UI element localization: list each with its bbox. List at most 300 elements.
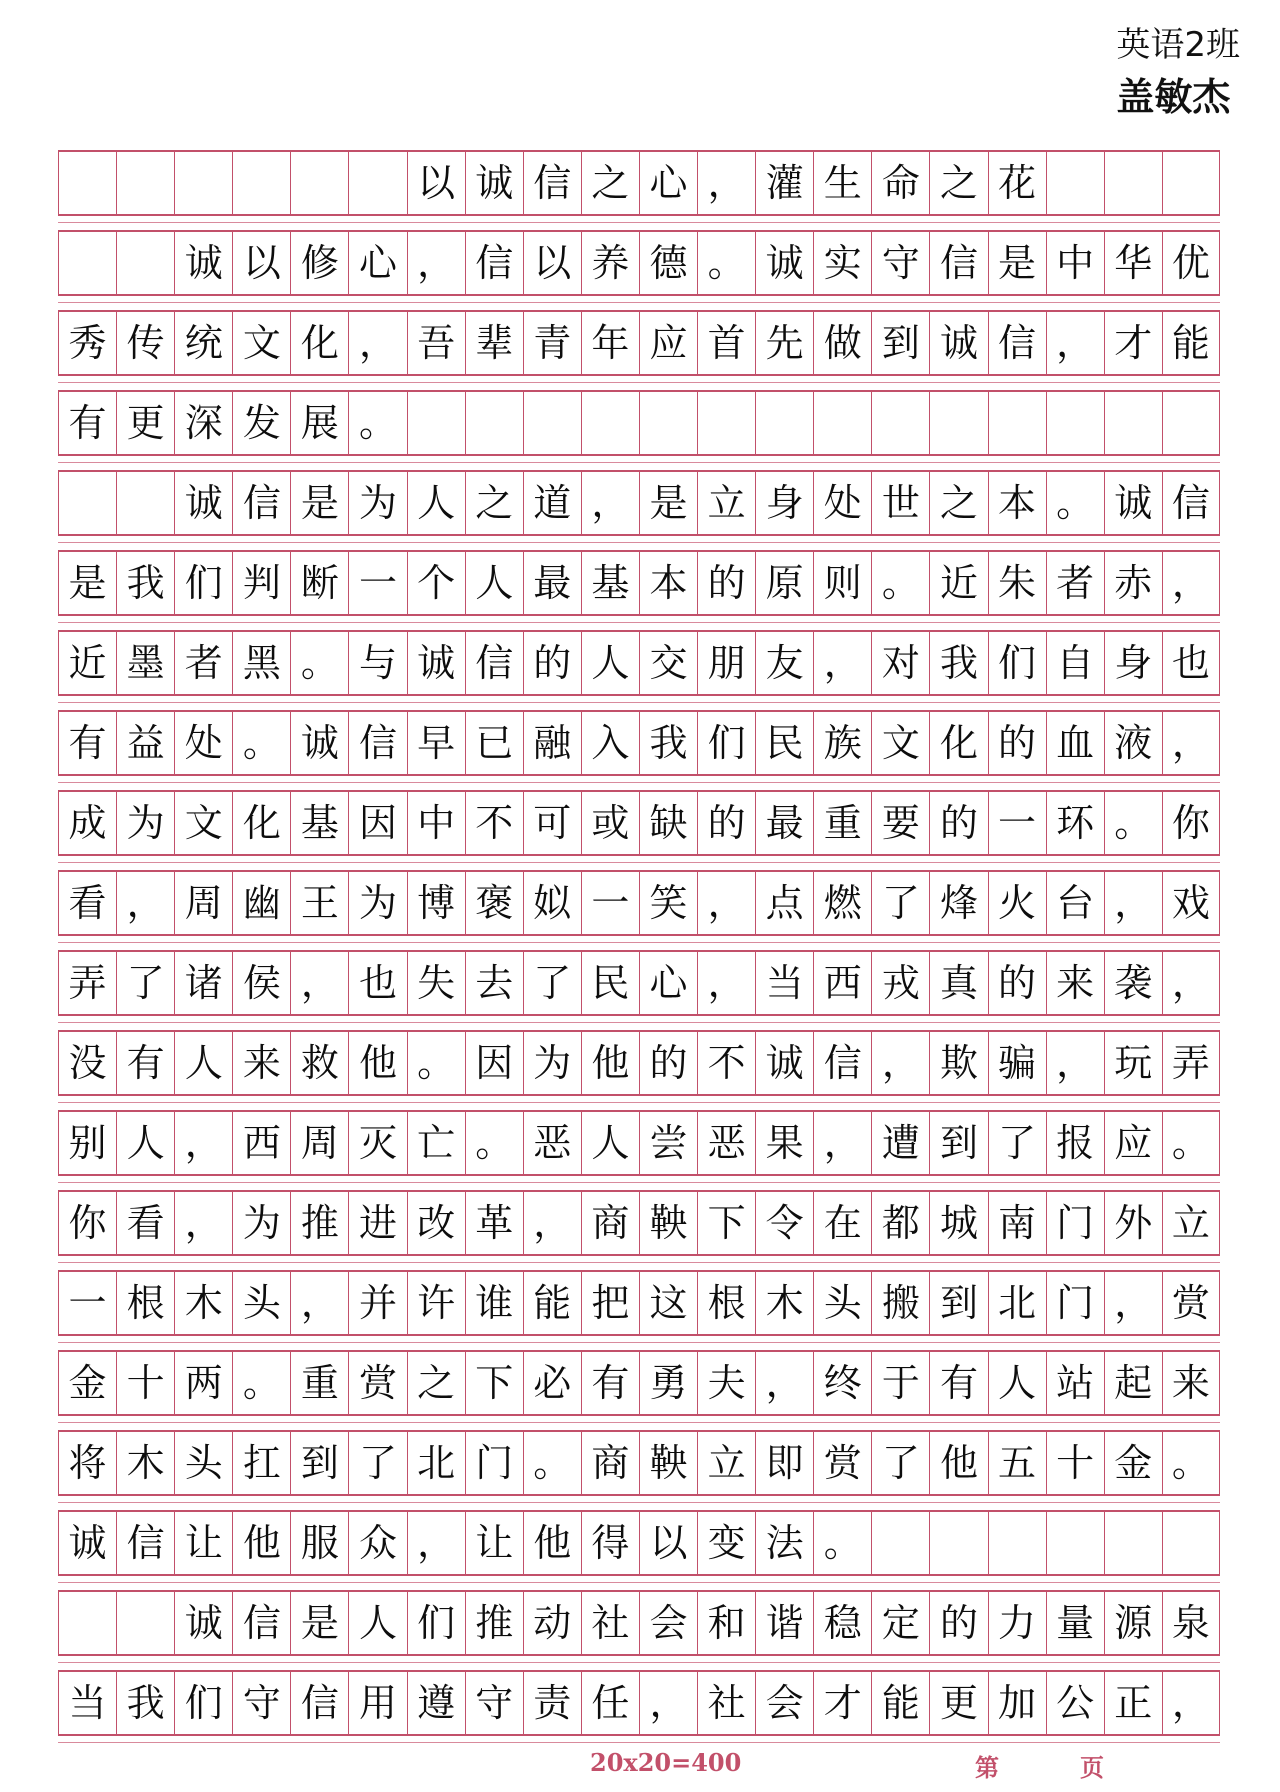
grid-cell: 北 <box>988 1272 1046 1334</box>
grid-cell: 。 <box>1162 1432 1220 1494</box>
grid-cell: 对 <box>871 632 929 694</box>
grid-cell: 环 <box>1046 792 1104 854</box>
grid-cell: 人 <box>581 632 639 694</box>
grid-cell: 首 <box>697 312 755 374</box>
grid-cell: 融 <box>523 712 581 774</box>
grid-cell: 根 <box>116 1272 174 1334</box>
grid-row <box>58 1190 1220 1256</box>
grid-cell: 站 <box>1046 1352 1104 1414</box>
grid-cell: 骗 <box>988 1032 1046 1094</box>
grid-cell: 液 <box>1104 712 1162 774</box>
grid-cell: 袭 <box>1104 952 1162 1014</box>
grid-cell: 中 <box>407 792 465 854</box>
grid-cell: 文 <box>174 792 232 854</box>
grid-cell: 和 <box>697 1592 755 1654</box>
grid-cell: 金 <box>58 1352 116 1414</box>
grid-cell: 的 <box>929 1592 987 1654</box>
grid-cell: 失 <box>407 952 465 1014</box>
grid-cell <box>116 472 174 534</box>
grid-cell: 将 <box>58 1432 116 1494</box>
grid-cell: 必 <box>523 1352 581 1414</box>
grid-cell: 没 <box>58 1032 116 1094</box>
grid-row <box>58 790 1220 856</box>
grid-cell: 西 <box>232 1112 290 1174</box>
grid-cell: 救 <box>290 1032 348 1094</box>
grid-cell: 都 <box>871 1192 929 1254</box>
grid-row <box>58 950 1220 1016</box>
grid-cell: 来 <box>232 1032 290 1094</box>
grid-cell: 则 <box>813 552 871 614</box>
grid-cell: 把 <box>581 1272 639 1334</box>
grid-cell: ， <box>174 1192 232 1254</box>
grid-cell: 我 <box>639 712 697 774</box>
grid-cell: 木 <box>755 1272 813 1334</box>
grid-cell: 人 <box>988 1352 1046 1414</box>
grid-cell: 守 <box>232 1672 290 1734</box>
grid-cell: 血 <box>1046 712 1104 774</box>
grid-cell: 稳 <box>813 1592 871 1654</box>
grid-cell: ， <box>348 312 406 374</box>
grid-cell: 木 <box>174 1272 232 1334</box>
grid-cell: 身 <box>1104 632 1162 694</box>
grid-cell <box>871 392 929 454</box>
grid-cell: 深 <box>174 392 232 454</box>
grid-cell: 泉 <box>1162 1592 1220 1654</box>
grid-cell: 谁 <box>465 1272 523 1334</box>
grid-cell: 。 <box>813 1512 871 1574</box>
grid-cell <box>1104 152 1162 214</box>
grid-cell: 之 <box>929 152 987 214</box>
grid-cell: 变 <box>697 1512 755 1574</box>
grid-row <box>58 1590 1220 1656</box>
grid-cell: 幽 <box>232 872 290 934</box>
grid-row <box>58 310 1220 376</box>
grid-cell <box>871 1512 929 1574</box>
grid-cell: 笑 <box>639 872 697 934</box>
grid-cell: 信 <box>465 632 523 694</box>
grid-cell: 赏 <box>348 1352 406 1414</box>
grid-row <box>58 390 1220 456</box>
grid-cell: 人 <box>465 552 523 614</box>
grid-cell: 用 <box>348 1672 406 1734</box>
grid-cell: 们 <box>697 712 755 774</box>
grid-cell: 人 <box>407 472 465 534</box>
grid-cell: 近 <box>58 632 116 694</box>
grid-cell: 民 <box>581 952 639 1014</box>
grid-cell: 做 <box>813 312 871 374</box>
grid-cell: 或 <box>581 792 639 854</box>
grid-cell: 火 <box>988 872 1046 934</box>
grid-cell <box>58 1592 116 1654</box>
grid-cell: 十 <box>1046 1432 1104 1494</box>
grid-cell: 遵 <box>407 1672 465 1734</box>
grid-cell: 处 <box>174 712 232 774</box>
grid-cell: 服 <box>290 1512 348 1574</box>
grid-cell: ， <box>871 1032 929 1094</box>
grid-cell <box>58 232 116 294</box>
grid-cell: 人 <box>174 1032 232 1094</box>
grid-cell: 看 <box>116 1192 174 1254</box>
grid-cell: 早 <box>407 712 465 774</box>
grid-cell: 为 <box>232 1192 290 1254</box>
grid-cell: 断 <box>290 552 348 614</box>
grid-cell: 会 <box>755 1672 813 1734</box>
grid-cell: 才 <box>813 1672 871 1734</box>
grid-cell: 华 <box>1104 232 1162 294</box>
grid-cell: 秀 <box>58 312 116 374</box>
grid-cell: ， <box>290 952 348 1014</box>
grid-cell: 。 <box>465 1112 523 1174</box>
grid-cell: 到 <box>929 1112 987 1174</box>
grid-cell: ， <box>1162 1672 1220 1734</box>
grid-cell <box>116 232 174 294</box>
grid-cell: 最 <box>523 552 581 614</box>
grid-cell: 我 <box>116 552 174 614</box>
grid-cell: 灭 <box>348 1112 406 1174</box>
grid-cell: 尝 <box>639 1112 697 1174</box>
grid-cell: 信 <box>523 152 581 214</box>
grid-cell: 门 <box>1046 1192 1104 1254</box>
student-info <box>1116 0 1240 124</box>
grid-cell: 木 <box>116 1432 174 1494</box>
grid-cell: 他 <box>523 1512 581 1574</box>
grid-cell: ， <box>813 632 871 694</box>
grid-cell: 头 <box>232 1272 290 1334</box>
grid-cell: 博 <box>407 872 465 934</box>
grid-cell: 报 <box>1046 1112 1104 1174</box>
grid-cell: 扛 <box>232 1432 290 1494</box>
grid-row <box>58 1030 1220 1096</box>
grid-cell: 周 <box>174 872 232 934</box>
grid-cell: 文 <box>871 712 929 774</box>
grid-cell: 个 <box>407 552 465 614</box>
grid-cell: 玩 <box>1104 1032 1162 1094</box>
grid-cell: 十 <box>116 1352 174 1414</box>
grid-cell: 社 <box>581 1592 639 1654</box>
grid-cell: 姒 <box>523 872 581 934</box>
grid-cell: 信 <box>929 232 987 294</box>
grid-cell: 不 <box>697 1032 755 1094</box>
grid-cell: 是 <box>988 232 1046 294</box>
grid-cell: 命 <box>871 152 929 214</box>
grid-cell: 入 <box>581 712 639 774</box>
grid-row <box>58 1670 1220 1736</box>
grid-cell: 是 <box>639 472 697 534</box>
grid-cell: 发 <box>232 392 290 454</box>
grid-cell: 来 <box>1162 1352 1220 1414</box>
grid-cell: 者 <box>174 632 232 694</box>
student-name: 盖敏杰 <box>1116 75 1231 119</box>
grid-cell: 五 <box>988 1432 1046 1494</box>
grid-cell: 处 <box>813 472 871 534</box>
grid-cell: 去 <box>465 952 523 1014</box>
grid-cell: 我 <box>116 1672 174 1734</box>
grid-cell: 基 <box>290 792 348 854</box>
grid-cell: 能 <box>871 1672 929 1734</box>
grid-cell: 台 <box>1046 872 1104 934</box>
grid-cell: 赤 <box>1104 552 1162 614</box>
grid-cell: 益 <box>116 712 174 774</box>
grid-cell: 他 <box>929 1432 987 1494</box>
grid-cell: 夫 <box>697 1352 755 1414</box>
grid-cell <box>348 152 406 214</box>
grid-cell: 的 <box>988 712 1046 774</box>
grid-cell: 辈 <box>465 312 523 374</box>
grid-cell <box>58 152 116 214</box>
grid-cell: ， <box>407 1512 465 1574</box>
grid-cell: 了 <box>523 952 581 1014</box>
grid-cell: ， <box>407 232 465 294</box>
grid-cell: 力 <box>988 1592 1046 1654</box>
grid-cell <box>1046 152 1104 214</box>
grid-cell: 。 <box>290 632 348 694</box>
grid-cell: 信 <box>465 232 523 294</box>
grid-cell: 我 <box>929 632 987 694</box>
grid-cell: 以 <box>639 1512 697 1574</box>
grid-cell: 责 <box>523 1672 581 1734</box>
grid-cell: 的 <box>639 1032 697 1094</box>
grid-cell: 之 <box>465 472 523 534</box>
grid-cell: 戎 <box>871 952 929 1014</box>
composition-grid <box>58 150 1220 1750</box>
grid-cell <box>1162 1512 1220 1574</box>
grid-cell: 诚 <box>174 232 232 294</box>
grid-cell: 你 <box>1162 792 1220 854</box>
grid-cell: 近 <box>929 552 987 614</box>
grid-cell: 诚 <box>1104 472 1162 534</box>
grid-cell: 鞅 <box>639 1432 697 1494</box>
grid-cell <box>58 472 116 534</box>
grid-cell: 吾 <box>407 312 465 374</box>
grid-row <box>58 550 1220 616</box>
grid-cell: 让 <box>174 1512 232 1574</box>
grid-cell: 成 <box>58 792 116 854</box>
grid-cell: 。 <box>232 1352 290 1414</box>
grid-cell: 搬 <box>871 1272 929 1334</box>
grid-cell: 西 <box>813 952 871 1014</box>
grid-cell: 本 <box>988 472 1046 534</box>
grid-cell: 守 <box>465 1672 523 1734</box>
grid-cell: 外 <box>1104 1192 1162 1254</box>
grid-cell: 即 <box>755 1432 813 1494</box>
grid-cell: 。 <box>232 712 290 774</box>
grid-cell: 要 <box>871 792 929 854</box>
grid-cell: ， <box>813 1112 871 1174</box>
grid-cell: 实 <box>813 232 871 294</box>
grid-cell: 是 <box>58 552 116 614</box>
grid-cell: ， <box>697 872 755 934</box>
grid-cell: 黑 <box>232 632 290 694</box>
grid-cell: 立 <box>697 472 755 534</box>
grid-cell: ， <box>581 472 639 534</box>
grid-cell: 来 <box>1046 952 1104 1014</box>
grid-cell: 信 <box>290 1672 348 1734</box>
grid-cell <box>1046 1512 1104 1574</box>
grid-cell <box>1162 152 1220 214</box>
grid-cell: 与 <box>348 632 406 694</box>
grid-cell: 诚 <box>174 1592 232 1654</box>
grid-cell: 诚 <box>929 312 987 374</box>
grid-cell <box>929 392 987 454</box>
grid-cell: 侯 <box>232 952 290 1014</box>
grid-cell: 的 <box>523 632 581 694</box>
grid-cell: 商 <box>581 1192 639 1254</box>
grid-cell: 诚 <box>755 1032 813 1094</box>
grid-cell: 了 <box>988 1112 1046 1174</box>
grid-cell: 有 <box>581 1352 639 1414</box>
grid-cell: 青 <box>523 312 581 374</box>
grid-cell <box>988 1512 1046 1574</box>
grid-cell: 更 <box>929 1672 987 1734</box>
grid-cell: 自 <box>1046 632 1104 694</box>
grid-cell: 动 <box>523 1592 581 1654</box>
grid-cell: 头 <box>174 1432 232 1494</box>
grid-cell: 人 <box>581 1112 639 1174</box>
grid-cell: 能 <box>523 1272 581 1334</box>
grid-cell: 。 <box>871 552 929 614</box>
grid-cell: 有 <box>58 392 116 454</box>
grid-row <box>58 470 1220 536</box>
grid-cell: 也 <box>348 952 406 1014</box>
grid-cell: 传 <box>116 312 174 374</box>
grid-cell: ， <box>1162 952 1220 1014</box>
grid-cell: 两 <box>174 1352 232 1414</box>
grid-row <box>58 710 1220 776</box>
grid-cell: ， <box>1046 1032 1104 1094</box>
grid-cell: 任 <box>581 1672 639 1734</box>
grid-cell: 信 <box>1162 472 1220 534</box>
grid-row <box>58 630 1220 696</box>
grid-cell: 量 <box>1046 1592 1104 1654</box>
page-label-di: 第 <box>975 1753 999 1782</box>
grid-cell <box>232 152 290 214</box>
grid-cell: 心 <box>639 152 697 214</box>
grid-cell: 了 <box>348 1432 406 1494</box>
grid-cell: 金 <box>1104 1432 1162 1494</box>
grid-cell: 恶 <box>523 1112 581 1174</box>
grid-cell: 基 <box>581 552 639 614</box>
grid-cell: 为 <box>348 472 406 534</box>
grid-cell: 心 <box>348 232 406 294</box>
grid-cell: 进 <box>348 1192 406 1254</box>
grid-cell: 。 <box>348 392 406 454</box>
grid-cell: 优 <box>1162 232 1220 294</box>
grid-cell: 王 <box>290 872 348 934</box>
grid-cell: 让 <box>465 1512 523 1574</box>
grid-cell: 信 <box>348 712 406 774</box>
grid-cell: 修 <box>290 232 348 294</box>
grid-cell: 弄 <box>58 952 116 1014</box>
grid-cell: ， <box>1162 552 1220 614</box>
grid-cell: 的 <box>697 792 755 854</box>
grid-cell <box>290 152 348 214</box>
grid-cell: 以 <box>523 232 581 294</box>
grid-cell: 以 <box>407 152 465 214</box>
grid-row <box>58 1510 1220 1576</box>
grid-cell: 令 <box>755 1192 813 1254</box>
grid-cell: 生 <box>813 152 871 214</box>
grid-cell: 缺 <box>639 792 697 854</box>
grid-cell: 的 <box>988 952 1046 1014</box>
grid-cell: 一 <box>988 792 1046 854</box>
grid-cell: 商 <box>581 1432 639 1494</box>
grid-cell: 是 <box>290 472 348 534</box>
grid-cell: 门 <box>1046 1272 1104 1334</box>
grid-cell: 一 <box>348 552 406 614</box>
grid-cell <box>755 392 813 454</box>
grid-cell: 重 <box>290 1352 348 1414</box>
grid-cell: 化 <box>232 792 290 854</box>
grid-cell: 赏 <box>813 1432 871 1494</box>
grid-cell: 赏 <box>1162 1272 1220 1334</box>
grid-cell: 诚 <box>465 152 523 214</box>
grid-cell: ， <box>1104 872 1162 934</box>
grid-cell: 应 <box>1104 1112 1162 1174</box>
grid-cell: 德 <box>639 232 697 294</box>
grid-row <box>58 230 1220 296</box>
grid-cell: 已 <box>465 712 523 774</box>
grid-row <box>58 870 1220 936</box>
grid-cell: 社 <box>697 1672 755 1734</box>
grid-cell: ， <box>523 1192 581 1254</box>
grid-cell: ， <box>639 1672 697 1734</box>
grid-cell: 众 <box>348 1512 406 1574</box>
grid-cell: 信 <box>232 472 290 534</box>
grid-cell: 为 <box>523 1032 581 1094</box>
grid-cell: 是 <box>290 1592 348 1654</box>
grid-cell: 朱 <box>988 552 1046 614</box>
grid-cell: 有 <box>929 1352 987 1414</box>
grid-count-label: 20x20=400 <box>590 1748 742 1777</box>
grid-cell: 根 <box>697 1272 755 1334</box>
grid-cell: 墨 <box>116 632 174 694</box>
grid-cell: 交 <box>639 632 697 694</box>
grid-cell: 果 <box>755 1112 813 1174</box>
grid-cell: 应 <box>639 312 697 374</box>
grid-cell: 化 <box>929 712 987 774</box>
grid-cell: 因 <box>348 792 406 854</box>
grid-cell: 戏 <box>1162 872 1220 934</box>
grid-cell: ， <box>116 872 174 934</box>
grid-cell: 下 <box>465 1352 523 1414</box>
grid-cell: 信 <box>988 312 1046 374</box>
grid-cell <box>116 1592 174 1654</box>
grid-cell: 亡 <box>407 1112 465 1174</box>
grid-cell: 有 <box>116 1032 174 1094</box>
grid-cell: 因 <box>465 1032 523 1094</box>
grid-cell: 加 <box>988 1672 1046 1734</box>
grid-cell: 真 <box>929 952 987 1014</box>
grid-cell: 化 <box>290 312 348 374</box>
grid-cell: 重 <box>813 792 871 854</box>
grid-cell <box>465 392 523 454</box>
grid-cell: 本 <box>639 552 697 614</box>
grid-cell: 点 <box>755 872 813 934</box>
grid-row <box>58 1110 1220 1176</box>
grid-cell <box>1104 1512 1162 1574</box>
grid-cell: 。 <box>697 232 755 294</box>
grid-cell <box>697 392 755 454</box>
grid-cell: 法 <box>755 1512 813 1574</box>
grid-cell: 勇 <box>639 1352 697 1414</box>
grid-cell: 信 <box>813 1032 871 1094</box>
grid-cell: 人 <box>348 1592 406 1654</box>
grid-cell <box>813 392 871 454</box>
grid-cell: 终 <box>813 1352 871 1414</box>
grid-cell: 原 <box>755 552 813 614</box>
grid-cell: 养 <box>581 232 639 294</box>
grid-cell: ， <box>1104 1272 1162 1334</box>
